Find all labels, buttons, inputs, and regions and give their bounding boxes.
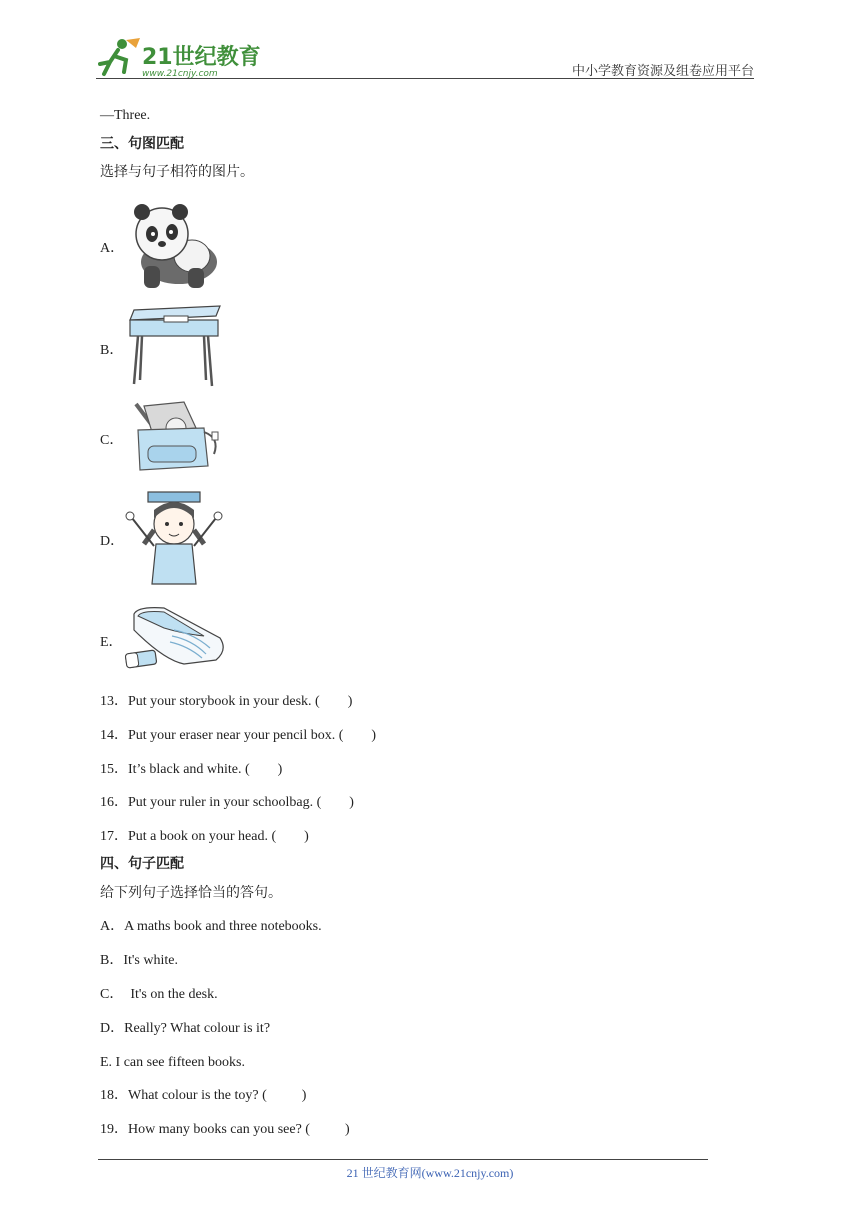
option-c-label: C． (100, 433, 124, 448)
runner-logo-icon (96, 34, 266, 80)
question-18: 18．What colour is the toy? ( ) (100, 1088, 307, 1103)
question-15: 15．It’s black and white. ( ) (100, 762, 283, 777)
question-13: 13．Put your storybook in your desk. ( ) (100, 694, 353, 709)
section4-title: 四、句子匹配 (100, 856, 184, 872)
option-a-label: A． (100, 241, 125, 256)
answer-option-c: C． It's on the desk. (100, 987, 218, 1002)
previous-answer: —Three. (100, 108, 151, 123)
option-e-label: E． (100, 635, 123, 650)
question-16: 16．Put your ruler in your schoolbag. ( ) (100, 795, 354, 810)
section4-instruction: 给下列句子选择恰当的答句。 (100, 885, 282, 901)
answer-option-d: D．Really? What colour is it? (100, 1021, 271, 1036)
option-b-label: B． (100, 343, 124, 358)
logo-url: www.21cnjy.com (142, 69, 218, 79)
question-14: 14．Put your eraser near your pencil box. ( ) (100, 728, 377, 743)
section3-instruction: 选择与句子相符的图片。 (100, 164, 254, 180)
schoolbag-icon (124, 398, 224, 483)
logo-text: 21世纪教育 (142, 45, 261, 70)
answer-option-a: A．A maths book and three notebooks. (100, 919, 322, 934)
pencil-box-eraser-icon (124, 604, 228, 675)
panda-icon (124, 200, 224, 297)
footer-text: 21 世纪教育网(www.21cnjy.com) (346, 1166, 514, 1180)
header-divider (96, 78, 754, 79)
section3-title: 三、句图匹配 (100, 136, 184, 152)
header-platform-text: 中小学教育资源及组卷应用平台 (571, 64, 754, 79)
answer-option-b: B．It's white. (100, 953, 178, 968)
site-logo (96, 34, 266, 80)
girl-book-on-head-icon (124, 488, 224, 593)
option-d-label: D． (100, 534, 125, 549)
question-17: 17．Put a book on your head. ( ) (100, 829, 309, 844)
footer-divider (98, 1159, 708, 1160)
desk-icon (124, 302, 224, 395)
question-19: 19．How many books can you see? ( ) (100, 1122, 350, 1137)
answer-option-e: E. I can see fifteen books. (100, 1055, 245, 1070)
